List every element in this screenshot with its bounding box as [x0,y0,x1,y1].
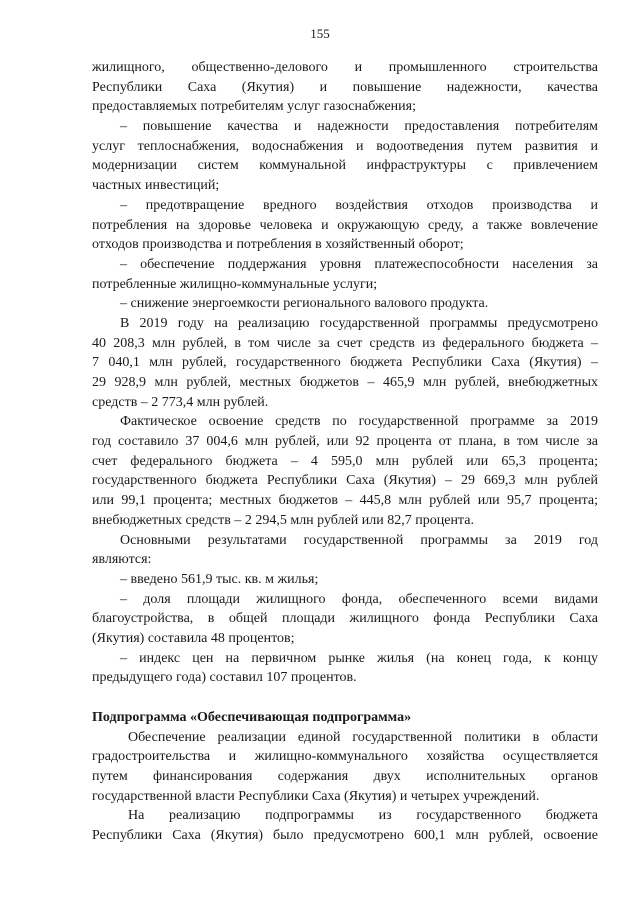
text-line: или 99,1 процента; местных бюджетов – 445,8 млн рублей или 95,7 процента; [92,493,598,509]
text-line: Обеспечение реализации единой государственной политики в области [128,729,598,745]
text-line: – обеспечение поддержания уровня платежеспособности населения за [120,256,598,272]
text-line: услуг теплоснабжения, водоснабжения и водоотведения путем развития и [92,138,598,154]
text-line: – индекс цен на первичном рынке жилья (на конец года, к концу [120,650,598,666]
text-line: На реализацию подпрограммы из государственного бюджета [128,808,598,824]
document-body [92,58,598,846]
text-line: год составило 37 004,6 млн рублей, или 92 процента от плана, в том числе за [92,434,598,450]
text-line: – повышение качества и надежности предоставления потребителям [120,119,598,135]
text-line: путем финансирования содержания двух исполнительных органов [92,769,598,785]
text-line: предоставляемых потребителям услуг газоснабжения; [92,99,416,115]
text-line: – снижение энергоемкости регионального валового продукта. [120,296,489,312]
text-line: – доля площади жилищного фонда, обеспеченного всеми видами [120,591,598,607]
text-line: (Якутия) составила 48 процентов; [92,630,295,646]
text-line: государственного бюджета Республики Саха (Якутия) – 29 669,3 млн рублей [92,473,598,489]
text-line: являются: [92,552,152,568]
text-line: благоустройства, в общей площади жилищного фонда Республики Саха [92,611,598,627]
text-line: 29 928,9 млн рублей, местных бюджетов – 465,9 млн рублей, внебюджетных [92,375,598,390]
text-line: 40 208,3 млн рублей, в том числе за счет средств из федерального бюджета – [92,335,598,351]
subprogram-heading: Подпрограмма «Обеспечивающая подпрограмма» [92,710,412,725]
text-line: частных инвестиций; [92,178,220,194]
text-line: предыдущего года) составил 107 процентов. [92,670,357,686]
text-line: – введено 561,9 тыс. кв. м жилья; [120,571,319,587]
text-line: градостроительства и жилищно-коммунального хозяйства осуществляется [92,749,598,765]
text-line: модернизации систем коммунальной инфраструктуры с привлечением [92,158,598,174]
text-line: Республики Саха (Якутия) и повышение надежности, качества [92,79,598,95]
text-line: Основными результатами государственной программы за 2019 год [120,532,598,548]
text-line: государственной власти Республики Саха (Якутия) и четырех учреждений. [92,788,540,804]
text-line: внебюджетных средств – 2 294,5 млн рублей или 82,7 процента. [92,512,474,528]
main-text-block [92,58,598,688]
text-line: Республики Саха (Якутия) было предусмотрено 600,1 млн рублей, освоение [92,828,598,844]
section-gap [92,688,598,708]
text-line: жилищного, общественно-делового и промышленного строительства [92,60,598,75]
text-line: 7 040,1 млн рублей, государственного бюджета Республики Саха (Якутия) – [92,355,598,371]
text-line: счет федерального бюджета – 4 595,0 млн рублей или 65,3 процента; [92,453,598,469]
text-line: средств – 2 773,4 млн рублей. [92,394,269,410]
text-line: В 2019 году на реализацию государственной программы предусмотрено [120,315,598,331]
text-line: потребления на здоровье человека и окружающую среду, а также вовлечение [92,217,598,233]
text-line: Фактическое освоение средств по государственной программе за 2019 [120,414,598,430]
page-number: 155 [310,26,330,41]
text-line: потребленные жилищно-коммунальные услуги; [92,276,378,292]
subprogram-text-block [92,728,598,846]
text-line: – предотвращение вредного воздействия отходов производства и [120,197,598,213]
text-line: отходов производства и потребления в хозяйственный оборот; [92,237,464,253]
